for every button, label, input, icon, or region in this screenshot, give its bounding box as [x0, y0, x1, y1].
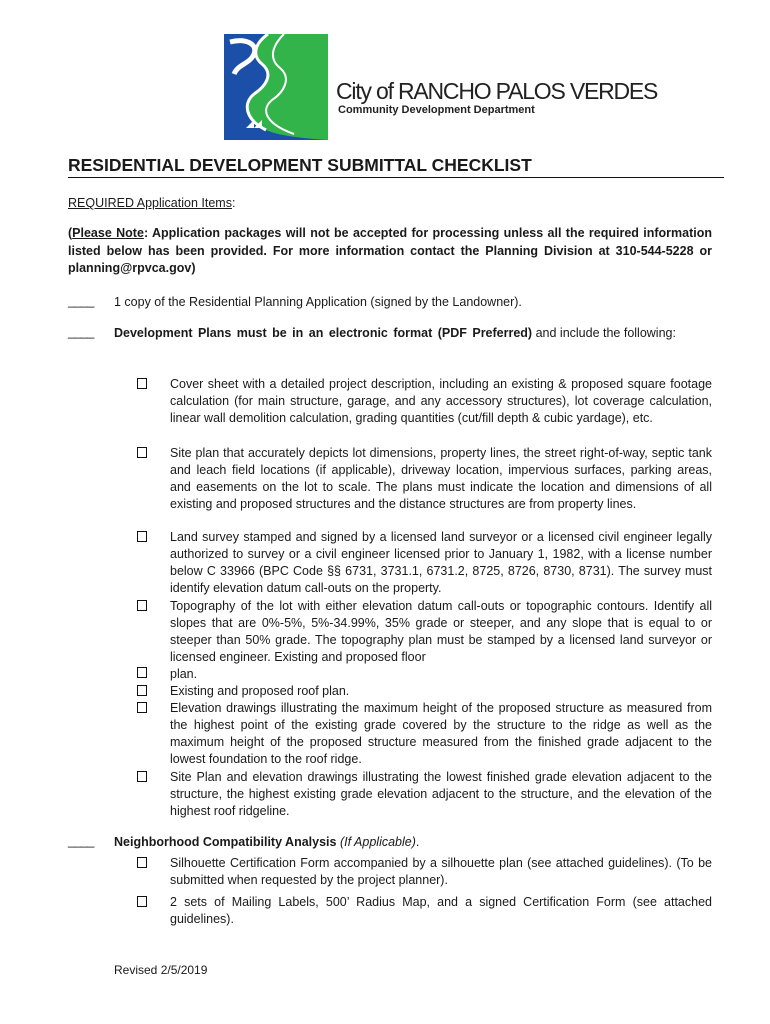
item-1-text: 1 copy of the Residential Planning Application (signed by the Landowner). — [114, 295, 522, 309]
page-title: RESIDENTIAL DEVELOPMENT SUBMITTAL CHECKLIST — [68, 155, 532, 175]
item-3-text — [114, 834, 419, 851]
required-items-colon: : — [231, 196, 236, 210]
checkbox-site-plan[interactable] — [137, 447, 147, 458]
checkbox-land-survey[interactable] — [137, 531, 147, 542]
check-item-elevation-drawings: Elevation drawings illustrating the maximum height of the proposed structure as measured from the highest point of the existing grade covered by the structure to the ridge as well as the maximum height of the proposed structure measured from the finished grade adjacent to the lowest foundation to the roof ridge. — [170, 701, 712, 766]
city-logo — [224, 34, 328, 140]
required-items-heading — [68, 196, 235, 210]
check-item-site-plan: Site plan that accurately depicts lot dimensions, property lines, the street right-of-way, septic tank and leach field locations (if applicable), driveway location, impervious surfaces, parking areas, and easements on the lot to scale. The plans must indicate the location and dimensions of all existing and proposed structures and the distance structures are from property lines. — [170, 446, 712, 511]
check-item-floor-plan: plan. — [170, 667, 198, 681]
check-item-cover-sheet: Cover sheet with a detailed project description, including an existing & proposed square footage calculation (for main structure, garage, and any accessory structures), lot coverage calculation, linear wall demolition calculation, grading quantities (cut/fill depth & cubic yardage), etc. — [170, 377, 712, 425]
check-item-roof-plan: Existing and proposed roof plan. — [170, 684, 350, 698]
revised-date: Revised 2/5/2019 — [114, 963, 208, 977]
checkbox-silhouette-form[interactable] — [137, 857, 147, 868]
item-2-text — [114, 325, 712, 342]
please-note — [68, 225, 712, 278]
item-2-rest: and include the following: — [532, 326, 676, 340]
checkbox-grade-elevation[interactable] — [137, 771, 147, 782]
checkbox-elevation-drawings[interactable] — [137, 702, 147, 713]
checkbox-cover-sheet[interactable] — [137, 378, 147, 389]
required-items-label: REQUIRED Application Items — [68, 196, 232, 210]
check-item-topography: Topography of the lot with either elevation datum call-outs or topographic contours. Identify all slopes that are 0%-5%, 5%-34.99%, 35% grade or steeper, and any slope that is equal to or steeper than 50% grade. The topography plan must be stamped by a licensed land surveyor or licensed engineer. Existing and proposed floor — [170, 599, 712, 664]
department-name: Community Development Department — [338, 104, 535, 116]
check-item-silhouette-form: Silhouette Certification Form accompanied by a silhouette plan (see attached guidelines). (To be submitted when requested by the project planner). — [170, 856, 712, 887]
checkbox-topography[interactable] — [137, 600, 147, 611]
item-3-blank: ____ — [68, 834, 94, 848]
city-name: City of RANCHO PALOS VERDES — [336, 78, 658, 104]
check-item-grade-elevation: Site Plan and elevation drawings illustrating the lowest finished grade elevation adjacent to the structure, the highest existing grade elevation adjacent to the structure, and the elevation of the highest roof ridgeline. — [170, 770, 712, 818]
item-1-blank: ____ — [68, 294, 94, 308]
note-label: Please Note — [72, 226, 144, 240]
note-open-paren: ( — [68, 226, 73, 240]
checkbox-roof-plan[interactable] — [137, 685, 147, 696]
title-underline — [68, 177, 724, 178]
note-text: : Application packages will not be accepted for processing unless all the required information listed below has been provided. For more information contact the Planning Division at 310-544-5228 or planning@rpvca.gov) — [68, 226, 713, 275]
item-3-italic: (If Applicable) — [336, 835, 416, 849]
item-2-blank: ____ — [68, 325, 94, 339]
item-3-rest: . — [415, 835, 420, 849]
checkbox-floor-plan[interactable] — [137, 667, 147, 678]
checkbox-mailing-labels[interactable] — [137, 896, 147, 907]
check-item-mailing-labels: 2 sets of Mailing Labels, 500’ Radius Map, and a signed Certification Form (see attached guidelines). — [170, 895, 712, 926]
check-item-land-survey: Land survey stamped and signed by a licensed land surveyor or a licensed civil engineer legally authorized to survey or a civil engineer licensed prior to January 1, 1982, with a license number below C 33966 (BPC Code §§ 6731, 3731.1, 6731.2, 8725, 8726, 8730, 8731). The survey must identify elevation datum call-outs on the property. — [170, 530, 712, 595]
item-2-bold: Development Plans must be in an electronic format (PDF Preferred) — [114, 326, 533, 340]
item-3-bold: Neighborhood Compatibility Analysis — [114, 835, 337, 849]
